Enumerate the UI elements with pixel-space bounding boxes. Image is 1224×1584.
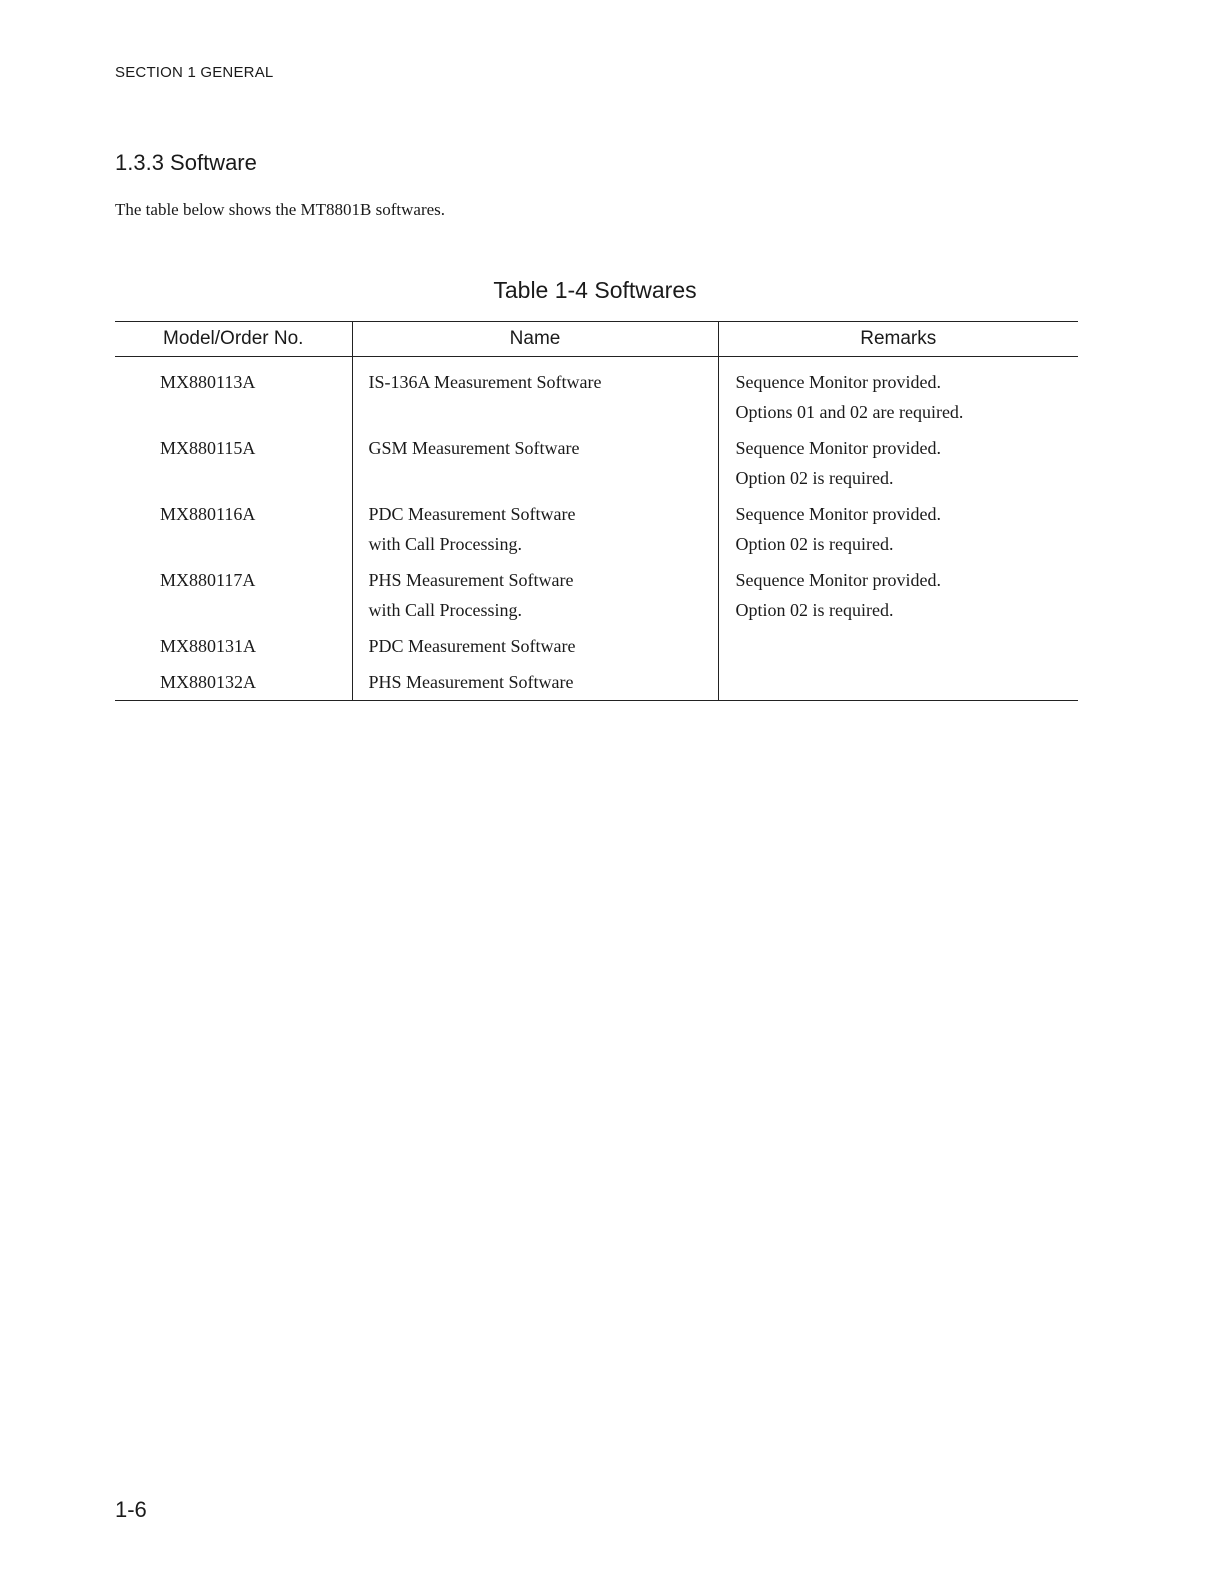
column-header-remarks: Remarks	[718, 322, 1078, 357]
model-cell	[115, 493, 352, 559]
software-name-continued: with Call Processing.	[368, 600, 522, 620]
model-cell	[115, 427, 352, 493]
remark-line: Sequence Monitor provided.	[735, 372, 941, 392]
page-number: 1-6	[115, 1497, 147, 1522]
table-row	[115, 661, 1078, 701]
model-number: MX880117A	[160, 570, 256, 590]
remarks-cell	[718, 493, 1078, 559]
table-header-row	[115, 322, 1078, 357]
remarks-cell	[718, 625, 1078, 661]
column-header-name: Name	[352, 322, 718, 357]
name-cell	[352, 357, 718, 428]
table-row	[115, 493, 1078, 559]
intro-paragraph: The table below shows the MT8801B softwares.	[115, 200, 446, 219]
software-name: PHS Measurement Software	[368, 672, 574, 692]
remarks-cell	[718, 661, 1078, 701]
model-cell	[115, 625, 352, 661]
software-name: PDC Measurement Software	[368, 636, 576, 656]
remark-line: Option 02 is required.	[735, 468, 894, 488]
remarks-cell	[718, 357, 1078, 428]
running-header: SECTION 1 GENERAL	[115, 64, 274, 81]
column-header-model: Model/Order No.	[115, 322, 352, 357]
model-number: MX880131A	[160, 636, 257, 656]
software-name-continued: with Call Processing.	[368, 534, 522, 554]
name-cell	[352, 493, 718, 559]
model-number: MX880116A	[160, 504, 256, 524]
remarks-cell	[718, 427, 1078, 493]
remark-line: Sequence Monitor provided.	[735, 438, 941, 458]
model-number: MX880115A	[160, 438, 256, 458]
table-row	[115, 625, 1078, 661]
model-number: MX880132A	[160, 672, 257, 692]
table-row	[115, 427, 1078, 493]
section-heading: 1.3.3 Software	[115, 150, 257, 175]
remark-line: Sequence Monitor provided.	[735, 504, 941, 524]
name-cell	[352, 559, 718, 625]
software-name: GSM Measurement Software	[368, 438, 580, 458]
remark-line: Options 01 and 02 are required.	[735, 402, 964, 422]
model-cell	[115, 559, 352, 625]
name-cell	[352, 427, 718, 493]
name-cell	[352, 661, 718, 701]
software-name: PDC Measurement Software	[368, 504, 576, 524]
remarks-cell	[718, 559, 1078, 625]
remark-line: Sequence Monitor provided.	[735, 570, 941, 590]
model-cell	[115, 357, 352, 428]
software-name: PHS Measurement Software	[368, 570, 574, 590]
remark-line: Option 02 is required.	[735, 600, 894, 620]
model-number: MX880113A	[160, 372, 256, 392]
remark-line: Option 02 is required.	[735, 534, 894, 554]
table-row	[115, 559, 1078, 625]
software-name: IS-136A Measurement Software	[368, 372, 602, 392]
software-table	[115, 321, 1078, 701]
name-cell	[352, 625, 718, 661]
table-caption: Table 1-4 Softwares	[493, 277, 697, 303]
model-cell	[115, 661, 352, 701]
table-row	[115, 357, 1078, 428]
